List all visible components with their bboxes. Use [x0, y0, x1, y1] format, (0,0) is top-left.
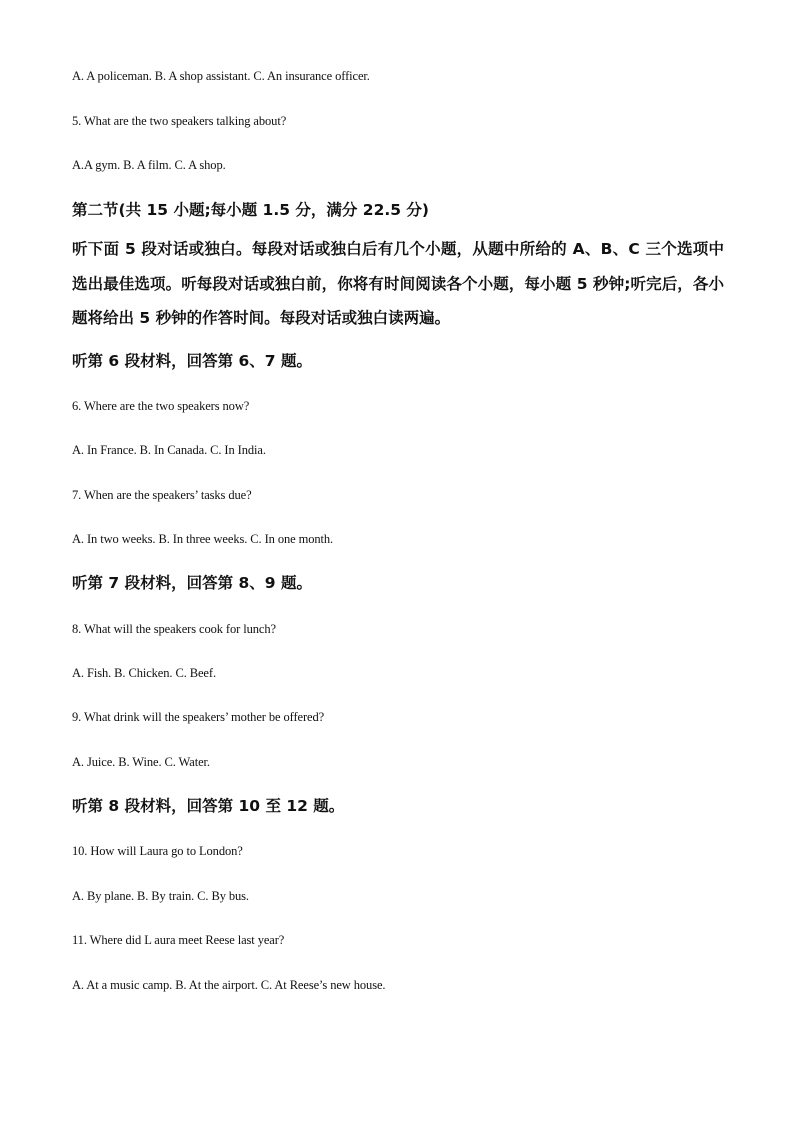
q7-question: 7. When are the speakers’ tasks due? [72, 488, 252, 502]
q9-question: 9. What drink will the speakers’ mother be offered? [72, 710, 325, 724]
q5-question: 5. What are the two speakers talking about? [72, 114, 287, 128]
q7-options: A. In two weeks. B. In three weeks. C. In one month. [72, 532, 334, 546]
q8-question: 8. What will the speakers cook for lunch? [72, 622, 276, 636]
section2-instruction: 听下面 5 段对话或独白。每段对话或独白后有几个小题，从题中所给的 A、B、C 三个选项中选出最佳选项。听每段对话或独白前，你将有时间阅读各个小题，每小题 5 秒钟;听完后，各小题将给出 5 秒钟的作答时间。每段对话或独白读两遍。 [72, 240, 724, 327]
q11-question: 11. Where did L aura meet Reese last year? [72, 933, 285, 947]
q10-options: A. By plane. B. By train. C. By bus. [72, 889, 249, 903]
q9-options: A. Juice. B. Wine. C. Water. [72, 755, 210, 769]
q6-options: A. In France. B. In Canada. C. In India. [72, 443, 266, 457]
q4-options: A. A policeman. B. A shop assistant. C. An insurance officer. [72, 69, 370, 83]
group6-heading: 听第 6 段材料，回答第 6、7 题。 [72, 352, 312, 370]
q11-options: A. At a music camp. B. At the airport. C. At Reese’s new house. [72, 978, 386, 992]
q5-options: A.A gym. B. A film. C. A shop. [72, 158, 226, 172]
q10-question: 10. How will Laura go to London? [72, 844, 243, 858]
section2-title: 第二节(共 15 小题;每小题 1.5 分，满分 22.5 分) [72, 201, 430, 219]
q8-options: A. Fish. B. Chicken. C. Beef. [72, 666, 216, 680]
group7-heading: 听第 7 段材料，回答第 8、9 题。 [72, 574, 312, 592]
group8-heading: 听第 8 段材料，回答第 10 至 12 题。 [72, 797, 345, 815]
q6-question: 6. Where are the two speakers now? [72, 399, 250, 413]
